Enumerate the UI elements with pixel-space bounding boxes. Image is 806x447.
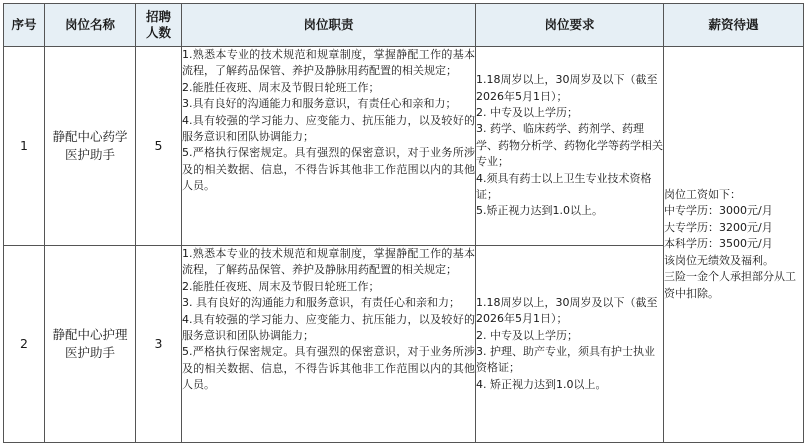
recruitment-table bbox=[3, 3, 804, 443]
header-quota-line2: 人数 bbox=[145, 25, 171, 40]
row-position-title bbox=[45, 246, 136, 443]
requirement-item: 1.18周岁以上，30周岁及以下（截至2026年5月1日）； bbox=[476, 73, 658, 103]
duty-item: 5.严格执行保密规定。具有强烈的保密意识，对于业务所涉及的相关数据、信息，不得告诉其他非工作范围以内的其他人员。 bbox=[182, 345, 475, 392]
header-position-title: 岗位名称 bbox=[45, 4, 136, 47]
row-quota: 3 bbox=[136, 246, 182, 443]
duty-item: 5.严格执行保密规定。具有强烈的保密意识，对于业务所涉及的相关数据、信息，不得告诉其他非工作范围以内的其他人员。 bbox=[182, 146, 475, 193]
requirement-item: 2. 中专及以上学历； bbox=[476, 105, 578, 119]
position-title-line2: 医护助手 bbox=[64, 147, 115, 162]
requirement-item: 3. 护理、助产专业，须具有护士执业资格证； bbox=[476, 345, 655, 375]
duty-item: 2.能胜任夜班、周末及节假日轮班工作； bbox=[182, 80, 380, 94]
salary-item: 岗位工资如下： bbox=[664, 188, 741, 202]
header-duties: 岗位职责 bbox=[182, 4, 476, 47]
salary-item: 中专学历：3000元/月 bbox=[664, 204, 773, 218]
row-quota: 5 bbox=[136, 47, 182, 246]
header-salary: 薪资待遇 bbox=[664, 4, 804, 47]
salary-item: 该岗位无绩效及福利。 bbox=[664, 253, 774, 267]
header-quota-line1: 招聘 bbox=[145, 9, 171, 24]
duty-item: 1.熟悉本专业的技术规范和规章制度，掌握静配工作的基本流程，了解药品保管、养护及静脉用药配置的相关规定； bbox=[182, 48, 475, 78]
row-requirements bbox=[476, 47, 664, 246]
recruitment-table-container bbox=[3, 3, 804, 443]
requirement-item: 4.须具有药士以上卫生专业技术资格证； bbox=[476, 171, 652, 202]
duty-item: 2.能胜任夜班、周末及节假日轮班工作； bbox=[182, 279, 380, 293]
row-position-title bbox=[45, 47, 136, 246]
salary-item: 大专学历：3200元/月 bbox=[664, 220, 773, 234]
duty-item: 3. 具有良好的沟通能力和服务意识，有责任心和亲和力； bbox=[182, 296, 460, 310]
row-duties bbox=[182, 246, 476, 443]
requirement-item: 2. 中专及以上学历； bbox=[476, 328, 578, 342]
table-header-row bbox=[4, 4, 804, 47]
duty-item: 1.熟悉本专业的技术规范和规章制度，掌握静配工作的基本流程，了解药品保管、养护及静脉用药配置的相关规定； bbox=[182, 247, 475, 277]
salary-item: 三险一金个人承担部分从工资中扣除。 bbox=[664, 270, 796, 300]
row-no: 2 bbox=[4, 246, 45, 443]
row-duties bbox=[182, 47, 476, 246]
table-row bbox=[4, 47, 804, 246]
requirement-item: 3. 药学、临床药学、药剂学、药理学、药物分析学、药物化学等药学相关专业； bbox=[476, 122, 663, 169]
position-title-line2: 医护助手 bbox=[64, 345, 115, 360]
duty-item: 4.具有较强的学习能力、应变能力、抗压能力，以及较好的服务意识和团队协调能力； bbox=[182, 113, 475, 144]
header-no: 序号 bbox=[4, 4, 45, 47]
duty-item: 4.具有较强的学习能力、应变能力、抗压能力，以及较好的服务意识和团队协调能力； bbox=[182, 312, 475, 343]
requirement-item: 1.18周岁以上，30周岁及以下（截至2026年5月1日）； bbox=[476, 295, 658, 326]
row-no: 1 bbox=[4, 47, 45, 246]
header-requirements: 岗位要求 bbox=[476, 4, 664, 47]
position-title-line1: 静配中心药学 bbox=[52, 129, 128, 144]
requirement-item: 5.矫正视力达到1.0以上。 bbox=[476, 204, 603, 218]
row-requirements bbox=[476, 246, 664, 443]
header-quota bbox=[136, 4, 182, 47]
salary-cell bbox=[664, 47, 804, 443]
position-title-line1: 静配中心护理 bbox=[52, 327, 128, 342]
requirement-item: 4. 矫正视力达到1.0以上。 bbox=[476, 377, 607, 391]
salary-item: 本科学历：3500元/月 bbox=[664, 237, 773, 251]
duty-item: 3.具有良好的沟通能力和服务意识，有责任心和亲和力； bbox=[182, 97, 457, 111]
